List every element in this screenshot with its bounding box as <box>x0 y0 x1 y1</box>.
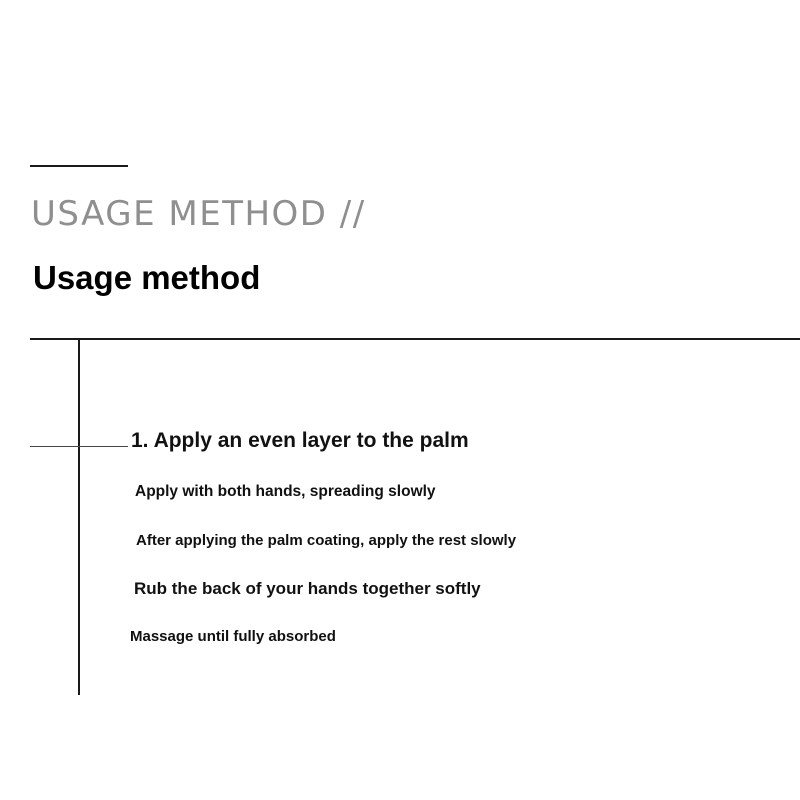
main-divider <box>30 338 800 340</box>
step-title: 1. Apply an even layer to the palm <box>131 429 469 452</box>
instruction-item: After applying the palm coating, apply the rest slowly <box>136 532 517 549</box>
vertical-divider <box>78 339 80 695</box>
instruction-item: Rub the back of your hands together softly <box>134 579 481 598</box>
instruction-item: Massage until fully absorbed <box>130 628 336 645</box>
top-divider <box>30 165 128 167</box>
section-eyebrow: USAGE METHOD // <box>31 194 366 234</box>
page-title: Usage method <box>33 259 261 296</box>
instruction-item: Apply with both hands, spreading slowly <box>135 483 436 500</box>
step-marker-line <box>30 446 128 447</box>
